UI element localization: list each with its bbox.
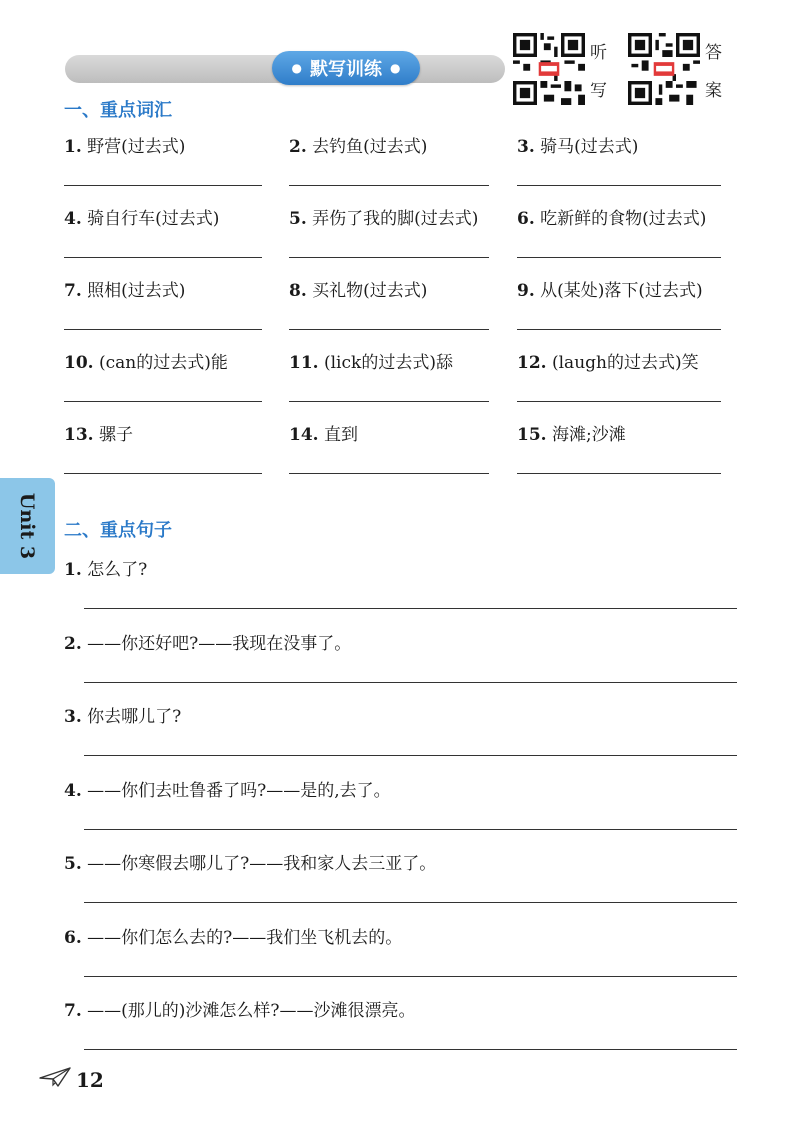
sentence-number: 5. [64,854,82,874]
vocab-item [289,420,358,445]
sentence-answer-line[interactable] [84,682,737,683]
unit-label: Unit 3 [16,492,38,560]
vocab-item-number: 13. [64,425,94,445]
sentence-prompt: ——你还好吧?——我现在没事了。 [87,633,352,654]
vocab-item-prompt: 从(某处)落下(过去式) [540,281,703,301]
vocab-item-prompt: 买礼物(过去式) [312,281,428,301]
vocab-item-prompt: 海滩;沙滩 [551,425,626,445]
section-title-vocabulary: 一、重点词汇 [64,100,172,121]
header-title: 默写训练 [310,59,382,80]
unit-side-tab [0,478,55,574]
vocab-item-number: 5. [289,209,307,229]
sentence-answer-line[interactable] [84,829,737,830]
vocab-answer-line[interactable] [289,185,489,186]
vocab-item [517,348,699,373]
vocab-item [517,204,706,229]
vocab-answer-line[interactable] [517,257,721,258]
vocab-item-number: 15. [517,425,547,445]
sentence-prompt: ——(那儿的)沙滩怎么样?——沙滩很漂亮。 [87,1001,416,1021]
sentence-answer-line[interactable] [84,902,737,903]
sentence-number: 6. [64,927,82,948]
vocab-answer-line[interactable] [64,185,262,186]
sentence-number: 4. [64,780,82,801]
vocab-item [64,276,185,301]
vocab-answer-line[interactable] [289,257,489,258]
vocab-item [289,204,478,229]
sentence-item [64,555,147,580]
vocab-answer-line[interactable] [517,401,721,402]
section-header-badge [272,51,420,85]
vocab-item-prompt: (laugh的过去式)笑 [551,353,699,373]
sentence-item [64,629,351,654]
vocab-item-number: 3. [517,137,535,157]
vocab-item-prompt: (can的过去式)能 [98,353,228,373]
sentence-item [64,849,436,874]
vocab-answer-line[interactable] [64,401,262,402]
sentence-item [64,776,391,801]
vocab-item-number: 9. [517,281,535,301]
vocab-answer-line[interactable] [517,473,721,474]
sentence-number: 2. [64,633,82,654]
vocab-answer-line[interactable] [289,329,489,330]
qr-label-listen-2: 写 [590,81,607,101]
sentence-item [64,702,181,727]
vocab-item-prompt: 野营(过去式) [87,137,186,157]
qr-label-answer-1: 答 [705,43,722,63]
vocab-item [289,348,453,373]
vocab-item [289,132,427,157]
bullet-icon: ● [291,61,302,75]
sentence-prompt: 怎么了? [87,560,148,580]
vocab-item-number: 11. [289,353,319,373]
vocab-item-prompt: (lick的过去式)舔 [323,353,453,373]
vocab-answer-line[interactable] [517,329,721,330]
vocab-item-number: 10. [64,353,94,373]
sentence-prompt: ——你们怎么去的?——我们坐飞机去的。 [87,927,403,948]
sentence-prompt: 你去哪儿了? [87,707,182,727]
sentence-prompt: ——你寒假去哪儿了?——我和家人去三亚了。 [87,854,437,874]
vocab-item [64,204,219,229]
sentence-number: 3. [64,707,82,727]
vocab-item-number: 2. [289,137,307,157]
sentence-prompt: ——你们去吐鲁番了吗?——是的,去了。 [87,780,391,801]
vocab-answer-line[interactable] [289,473,489,474]
sentence-answer-line[interactable] [84,976,737,977]
vocab-item-prompt: 照相(过去式) [87,281,186,301]
vocab-answer-line[interactable] [64,473,262,474]
vocab-item-number: 7. [64,281,82,301]
sentence-answer-line[interactable] [84,608,737,609]
vocab-answer-line[interactable] [64,329,262,330]
bullet-icon: ● [390,61,401,75]
vocab-item-number: 12. [517,353,547,373]
qr-code-answer-icon[interactable] [628,33,700,105]
vocab-item-prompt: 直到 [323,425,358,445]
section-title-sentences: 二、重点句子 [64,520,172,541]
vocab-item-prompt: 骡子 [98,425,133,445]
vocab-item-number: 4. [64,209,82,229]
qr-label-answer-2: 案 [705,81,722,101]
vocab-item-prompt: 骑自行车(过去式) [87,209,220,229]
vocab-answer-line[interactable] [517,185,721,186]
vocab-item-number: 6. [517,209,535,229]
vocab-item [517,132,638,157]
vocab-item [517,276,703,301]
sentence-answer-line[interactable] [84,1049,737,1050]
sentence-item [64,923,402,948]
qr-label-listen-1: 听 [590,43,607,63]
sentence-answer-line[interactable] [84,755,737,756]
vocab-item-prompt: 弄伤了我的脚(过去式) [312,209,479,229]
vocab-item-prompt: 吃新鲜的食物(过去式) [540,209,707,229]
sentence-number: 7. [64,1001,82,1021]
sentence-item [64,996,416,1021]
vocab-item [517,420,626,445]
vocab-item [64,420,133,445]
vocab-item [64,132,185,157]
paper-plane-icon [38,1066,72,1088]
sentence-number: 1. [64,560,82,580]
vocab-item-number: 1. [64,137,82,157]
vocab-item [64,348,228,373]
vocab-item-prompt: 骑马(过去式) [540,137,639,157]
qr-code-listen-icon[interactable] [513,33,585,105]
vocab-answer-line[interactable] [289,401,489,402]
vocab-item [289,276,427,301]
vocab-item-number: 8. [289,281,307,301]
vocab-item-prompt: 去钓鱼(过去式) [312,137,428,157]
page-number: 12 [76,1068,104,1092]
vocab-answer-line[interactable] [64,257,262,258]
vocab-item-number: 14. [289,425,319,445]
